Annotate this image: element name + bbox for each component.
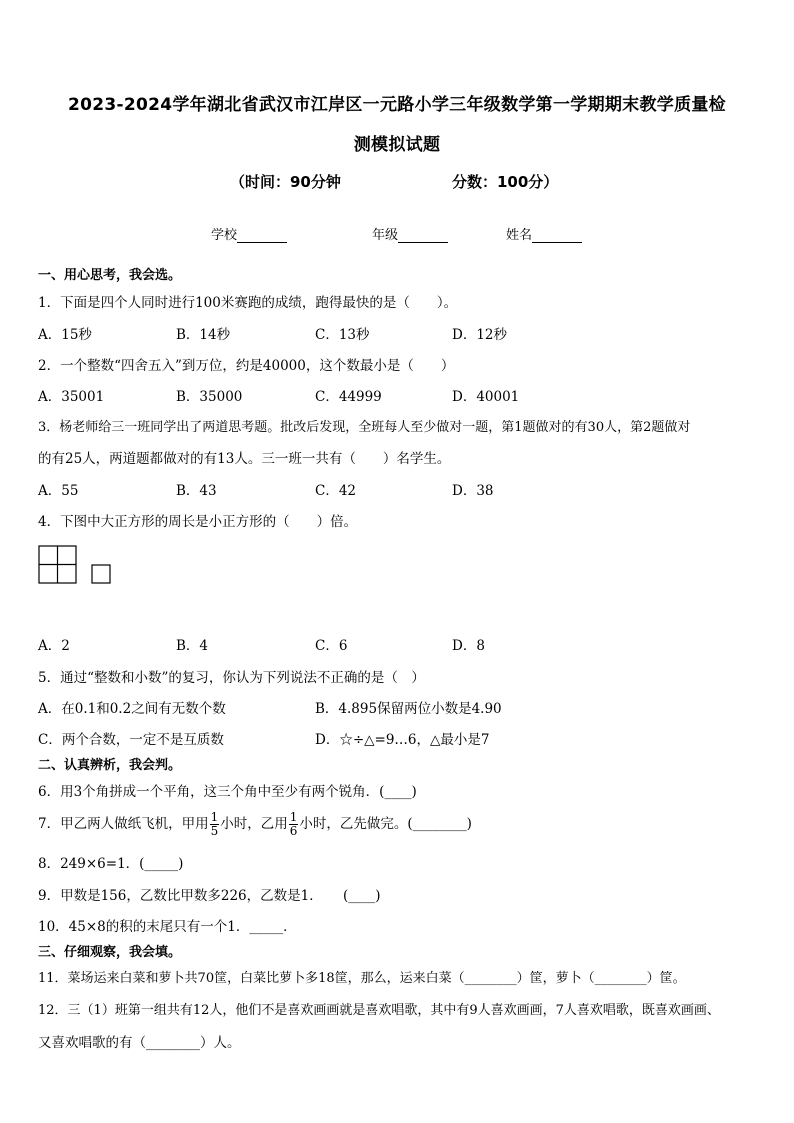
fraction-denominator: 5 <box>210 824 219 838</box>
school-field[interactable] <box>211 224 287 243</box>
name-field[interactable] <box>506 224 582 243</box>
q5-option-d[interactable]: D．☆÷△=9…6，△最小是7 <box>315 732 490 748</box>
school-label: 学校 <box>211 228 238 243</box>
q2-option-c[interactable]: C．44999 <box>315 389 382 405</box>
name-blank[interactable] <box>532 228 582 243</box>
square-figure <box>38 545 118 585</box>
fraction-one-sixth <box>289 811 299 838</box>
name-label: 姓名 <box>506 228 533 243</box>
question-7 <box>38 804 472 844</box>
q4-option-b[interactable]: B．4 <box>176 638 209 654</box>
grade-field[interactable] <box>372 224 448 243</box>
section-2-heading: 二、认真辨析，我会判。 <box>38 758 182 773</box>
q2-option-b[interactable]: B．35000 <box>176 389 243 405</box>
section-1-heading: 一、用心思考，我会选。 <box>38 268 182 283</box>
grade-blank[interactable] <box>398 228 448 243</box>
question-10: 10．45×8的积的末尾只有一个1．_____． <box>38 919 297 935</box>
question-6: 6．用3个角拼成一个平角，这三个角中至少有两个锐角．(____) <box>38 784 417 800</box>
question-8: 8．249×6=1．(_____) <box>38 856 184 872</box>
question-5: 5．通过“整数和小数”的复习，你认为下列说法不正确的是（ ） <box>38 670 425 686</box>
q3-option-b[interactable]: B．43 <box>176 483 217 499</box>
exam-title-line2: 测模拟试题 <box>353 135 441 155</box>
q3-option-c[interactable]: C．42 <box>315 483 357 499</box>
section-3-heading: 三、仔细观察，我会填。 <box>38 945 182 960</box>
question-1: 1．下面是四个人同时进行100米赛跑的成绩，跑得最快的是（ ）。 <box>38 295 458 311</box>
question-3-line2: 的有25人，两道题都做对的有13人。三一班一共有（ ）名学生。 <box>38 451 451 467</box>
question-3-line1: 3．杨老师给三一班同学出了两道思考题。批改后发现，全班每人至少做对一题，第1题做对的有30人，第2题做对 <box>38 420 691 435</box>
q4-option-c[interactable]: C．6 <box>315 638 348 654</box>
small-square <box>92 565 110 583</box>
question-12-line1: 12．三（1）班第一组共有12人，他们不是喜欢画画就是喜欢唱歌，其中有9人喜欢画画，7人喜欢唱歌，既喜欢画画、 <box>38 1003 720 1018</box>
question-4: 4．下图中大正方形的周长是小正方形的（ ）倍。 <box>38 514 358 530</box>
q2-option-a[interactable]: A．35001 <box>38 389 105 405</box>
question-9: 9．甲数是156，乙数比甲数多226，乙数是1． (____) <box>38 888 381 904</box>
school-blank[interactable] <box>237 228 287 243</box>
fraction-denominator: 6 <box>289 824 298 838</box>
q4-option-d[interactable]: D．8 <box>452 638 485 654</box>
exam-time: （时间：90分钟 <box>230 173 341 191</box>
q1-option-d[interactable]: D．12秒 <box>452 327 508 343</box>
q5-option-b[interactable]: B．4.895保留两位小数是4.90 <box>315 701 502 717</box>
q3-option-a[interactable]: A．55 <box>38 483 79 499</box>
q4-option-a[interactable]: A．2 <box>38 638 70 654</box>
q5-option-c[interactable]: C．两个合数，一定不是互质数 <box>38 732 224 748</box>
q7-text-c: 小时，乙先做完。(________) <box>299 816 472 832</box>
q7-text-a: 7．甲乙两人做纸飞机，甲用 <box>38 816 209 832</box>
q3-option-d[interactable]: D．38 <box>452 483 494 499</box>
fraction-numerator: 1 <box>289 810 298 824</box>
grade-label: 年级 <box>372 228 399 243</box>
question-12-line2: 又喜欢唱歌的有（________）人。 <box>38 1035 241 1051</box>
question-11: 11．菜场运来白菜和萝卜共70筐，白菜比萝卜多18筐，那么，运来白菜（________）筐，萝卜（________）筐。 <box>38 971 686 986</box>
exam-title-line1: 2023-2024学年湖北省武汉市江岸区一元路小学三年级数学第一学期期末教学质量检 <box>68 95 726 115</box>
question-2: 2．一个整数“四舍五入”到万位，约是40000，这个数最小是（ ） <box>38 358 455 374</box>
q5-option-a[interactable]: A．在0.1和0.2之间有无数个数 <box>38 701 226 717</box>
q1-option-c[interactable]: C．13秒 <box>315 327 370 343</box>
q7-text-b: 小时，乙用 <box>220 816 288 832</box>
exam-score: 分数：100分） <box>452 173 559 191</box>
q1-option-b[interactable]: B．14秒 <box>176 327 231 343</box>
q1-option-a[interactable]: A．15秒 <box>38 327 92 343</box>
fraction-one-fifth <box>210 811 220 838</box>
q2-option-d[interactable]: D．40001 <box>452 389 520 405</box>
fraction-numerator: 1 <box>210 810 219 824</box>
